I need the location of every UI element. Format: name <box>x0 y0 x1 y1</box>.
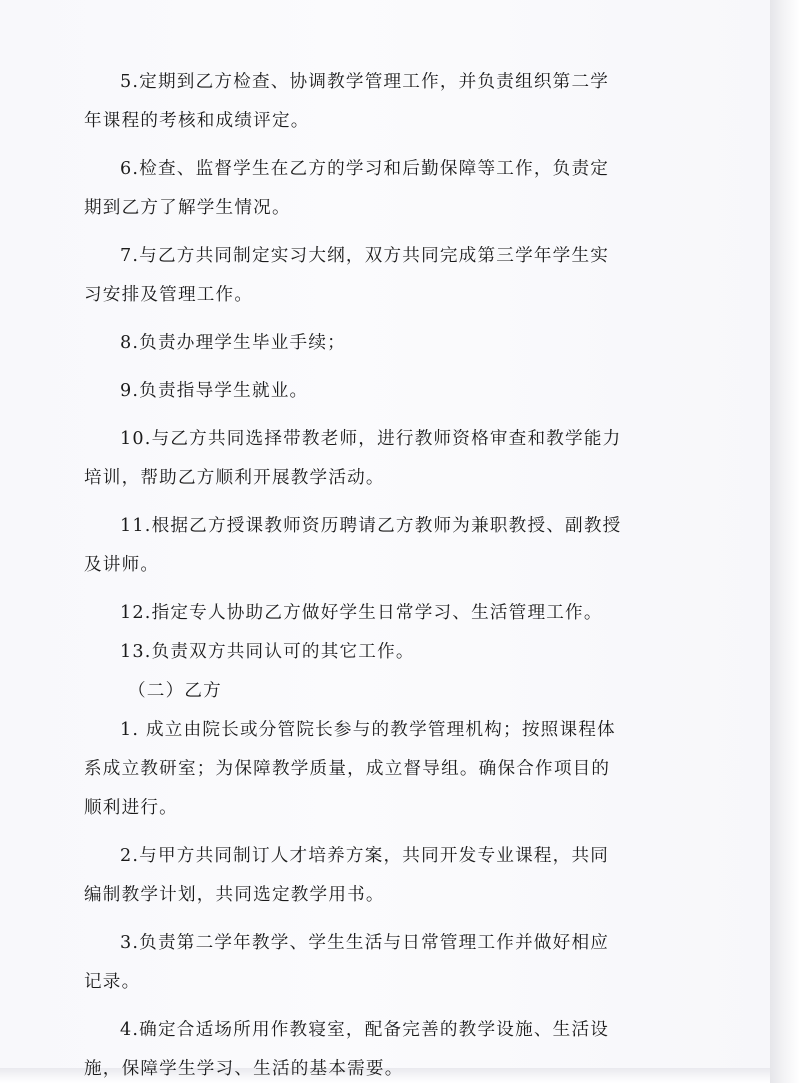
clause-line: 系成立教研室；为保障教学质量，成立督导组。确保合作项目的 <box>84 759 611 779</box>
document-body <box>84 63 684 1089</box>
clause-line: 8.负责办理学生毕业手续； <box>120 333 346 353</box>
clause-a10 <box>84 420 684 498</box>
clause-line: 9.负责指导学生就业。 <box>120 381 309 401</box>
section-heading-party-b: （二）乙方 <box>128 681 222 701</box>
clause-line: 7.与乙方共同制定实习大纲，双方共同完成第三学年学生实 <box>120 246 610 266</box>
clause-line: 记录。 <box>84 972 141 992</box>
clause-a11 <box>84 507 684 585</box>
clause-b2 <box>84 837 684 915</box>
clause-line: 1. 成立由院长或分管院长参与的教学管理机构；按照课程体 <box>120 720 616 740</box>
clause-a6 <box>84 150 684 228</box>
clause-line: 11.根据乙方授课教师资历聘请乙方教师为兼职教授、副教授 <box>120 516 622 536</box>
clause-line: 及讲师。 <box>84 555 160 575</box>
clause-a7 <box>84 237 684 315</box>
clause-b4 <box>84 1011 684 1089</box>
clause-b1 <box>84 711 684 828</box>
clause-line: 期到乙方了解学生情况。 <box>84 198 291 218</box>
clause-a13 <box>84 633 684 672</box>
clause-line: 12.指定专人协助乙方做好学生日常学习、生活管理工作。 <box>120 603 603 623</box>
clause-line: 习安排及管理工作。 <box>84 285 254 305</box>
clause-b3 <box>84 924 684 1002</box>
clause-line: 6.检查、监督学生在乙方的学习和后勤保障等工作，负责定 <box>120 159 610 179</box>
scan-edge-right <box>770 0 800 1083</box>
clause-a5 <box>84 63 684 141</box>
clause-line: 13.负责双方共同认可的其它工作。 <box>120 642 415 662</box>
clause-line: 3.负责第二学年教学、学生生活与日常管理工作并做好相应 <box>120 933 610 953</box>
clause-a8 <box>84 324 684 363</box>
clause-line: 培训，帮助乙方顺利开展教学活动。 <box>84 468 385 488</box>
clause-line: 年课程的考核和成绩评定。 <box>84 111 310 131</box>
clause-line: 2.与甲方共同制订人才培养方案，共同开发专业课程，共同 <box>120 846 610 866</box>
clause-a9 <box>84 372 684 411</box>
clause-line: 5.定期到乙方检查、协调教学管理工作，并负责组织第二学 <box>120 72 610 92</box>
clause-line: 施，保障学生学习、生活的基本需要。 <box>84 1059 404 1079</box>
clause-line: 10.与乙方共同选择带教老师，进行教师资格审查和教学能力 <box>120 429 622 449</box>
clause-a12 <box>84 594 684 633</box>
clause-line: 编制教学计划，共同选定教学用书。 <box>84 885 385 905</box>
clause-line: 顺利进行。 <box>84 798 178 818</box>
clause-line: 4.确定合适场所用作教寝室，配备完善的教学设施、生活设 <box>120 1020 610 1040</box>
